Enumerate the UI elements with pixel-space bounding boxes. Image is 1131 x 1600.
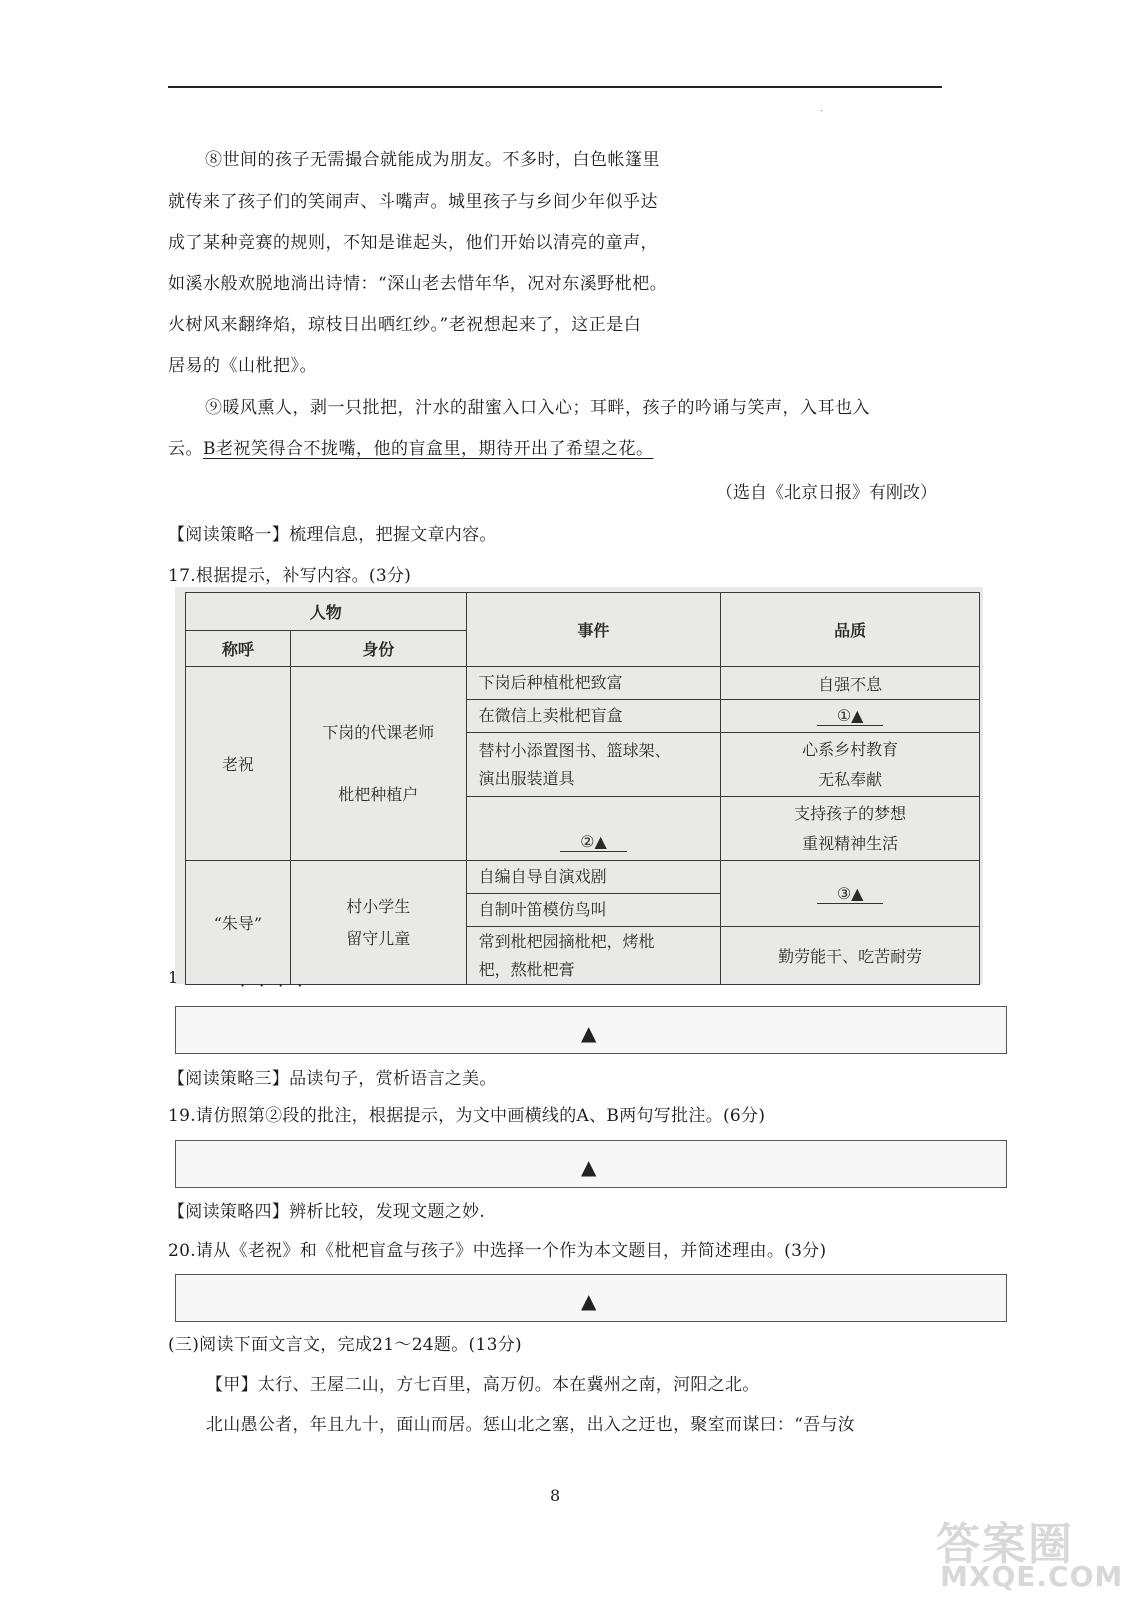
answer-mark-18: ▲ xyxy=(581,1021,597,1045)
paragraph-8-line-6: 居易的《山枇把》。 xyxy=(168,356,317,376)
zhudao-event-3a: 常到枇杷园摘枇杷，烤枇 xyxy=(478,931,655,951)
answer-mark-19: ▲ xyxy=(581,1155,597,1179)
header-rule xyxy=(168,86,942,88)
laozhu-quality-1: 自强不息 xyxy=(721,667,980,700)
zhudao-event-2: 自制叶笛模仿鸟叫 xyxy=(466,894,721,927)
section-3-heading: (三)阅读下面文言文，完成21～24题。(13分) xyxy=(168,1335,522,1355)
zhudao-event-1: 自编自导自演戏剧 xyxy=(466,861,721,894)
laozhu-name: 老祝 xyxy=(186,667,291,861)
blank-1: ①▲ xyxy=(817,706,884,726)
laozhu-quality-3 xyxy=(721,733,980,797)
zhudao-quality-2: 勤劳能干、吃苦耐劳 xyxy=(721,927,980,985)
answer-box-18[interactable] xyxy=(175,1006,1007,1054)
laozhu-event-3 xyxy=(466,733,721,797)
zhudao-event-3b: 杷，熬枇杷膏 xyxy=(478,959,575,979)
header-identity: 身份 xyxy=(290,631,466,667)
underlined-sentence-b: B老祝笑得合不拢嘴，他的盲盒里，期待开出了希望之花。 xyxy=(203,439,654,459)
answer-box-19[interactable] xyxy=(175,1140,1007,1188)
answer-box-20[interactable] xyxy=(175,1274,1007,1322)
laozhu-quality-3a: 心系乡村教育 xyxy=(802,739,899,759)
question-18-fragment: 1 xyxy=(168,968,179,987)
zhudao-identity-1: 村小学生 xyxy=(346,896,411,916)
paragraph-9-line-2 xyxy=(168,439,654,459)
laozhu-quality-4 xyxy=(721,797,980,861)
paragraph-8-line-5: 火树风来翻绛焰，琼枝日出晒红纱。”老祝想起来了，这正是白 xyxy=(168,315,642,335)
paragraph-8-line-2: 就传来了孩子们的笑闹声、斗嘴声。城里孩子与乡间少年似乎达 xyxy=(168,192,658,212)
laozhu-event-3a: 替村小添置图书、篮球架、 xyxy=(478,740,671,760)
header-person: 人物 xyxy=(186,593,467,631)
header-quality: 品质 xyxy=(721,593,980,667)
laozhu-quality-3b: 无私奉献 xyxy=(818,769,883,789)
laozhu-quality-4b: 重视精神生活 xyxy=(802,833,899,853)
question-19: 19.请仿照第②段的批注，根据提示，为文中画横线的A、B两句写批注。(6分) xyxy=(168,1106,766,1126)
classical-text-line-2: 北山愚公者，年且九十，面山而居。惩山北之塞，出入之迂也，聚室而谋曰：“吾与汝 xyxy=(206,1415,856,1435)
laozhu-quality-2 xyxy=(721,700,980,733)
zhudao-name: “朱导” xyxy=(186,861,291,985)
laozhu-event-1: 下岗后种植枇杷致富 xyxy=(466,667,721,700)
laozhu-identity xyxy=(290,667,466,861)
zhudao-identity xyxy=(290,861,466,985)
paragraph-8-line-4: 如溪水般欢脱地淌出诗情：“深山老去惜年华，况对东溪野枇杷。 xyxy=(168,274,668,294)
classical-text-line-1: 【甲】太行、王屋二山，方七百里，高万仞。本在冀州之南，河阳之北。 xyxy=(206,1375,760,1395)
laozhu-identity-2: 枇杷种植户 xyxy=(338,784,419,804)
reading-strategy-3: 【阅读策略三】品读句子，赏析语言之美。 xyxy=(168,1069,497,1089)
source-citation: （选自《北京日报》有刚改） xyxy=(716,483,937,503)
reading-strategy-1: 【阅读策略一】梳理信息，把握文章内容。 xyxy=(168,525,497,545)
laozhu-identity-1: 下岗的代课老师 xyxy=(322,722,435,742)
laozhu-event-3b: 演出服装道具 xyxy=(478,768,575,788)
blank-2: ②▲ xyxy=(560,832,627,852)
info-table xyxy=(185,592,980,985)
header-event: 事件 xyxy=(466,593,721,667)
stray-dot: . xyxy=(820,104,823,113)
paragraph-9-line-1: ⑨暖风熏人，剥一只批把，汁水的甜蜜入口入心；耳畔，孩子的吟诵与笑声，入耳也入 xyxy=(205,398,870,418)
paragraph-8-line-1: ⑧世间的孩子无需撮合就能成为朋友。不多时，白色帐篷里 xyxy=(205,150,660,170)
info-table-scan xyxy=(175,587,983,984)
laozhu-event-4 xyxy=(466,797,721,861)
paragraph-9-prefix: 云。 xyxy=(168,439,203,459)
zhudao-quality-1 xyxy=(721,861,980,927)
page-number: 8 xyxy=(550,1486,561,1505)
zhudao-identity-2: 留守儿童 xyxy=(346,928,411,948)
watermark-logo xyxy=(926,1508,1126,1596)
reading-strategy-4: 【阅读策略四】辨析比较，发现文题之妙. xyxy=(168,1202,486,1222)
watermark-text-2: MXQE.COM xyxy=(940,1560,1124,1593)
answer-mark-20: ▲ xyxy=(581,1289,597,1313)
question-20: 20.请从《老祝》和《枇杷盲盒与孩子》中选择一个作为本文题目，并简述理由。(3分) xyxy=(168,1241,827,1261)
emphasis-dots: ···· xyxy=(240,976,317,995)
blank-3: ③▲ xyxy=(817,884,884,904)
laozhu-event-2: 在微信上卖枇杷盲盒 xyxy=(466,700,721,733)
watermark-text-1: 答案圈 xyxy=(936,1519,1074,1570)
paragraph-8-line-3: 成了某种竞赛的规则，不知是谁起头，他们开始以清亮的童声， xyxy=(168,233,658,253)
zhudao-event-3 xyxy=(466,927,721,985)
header-title: 称呼 xyxy=(186,631,291,667)
laozhu-quality-4a: 支持孩子的梦想 xyxy=(794,803,907,823)
question-17: 17.根据提示，补写内容。(3分) xyxy=(168,566,412,586)
